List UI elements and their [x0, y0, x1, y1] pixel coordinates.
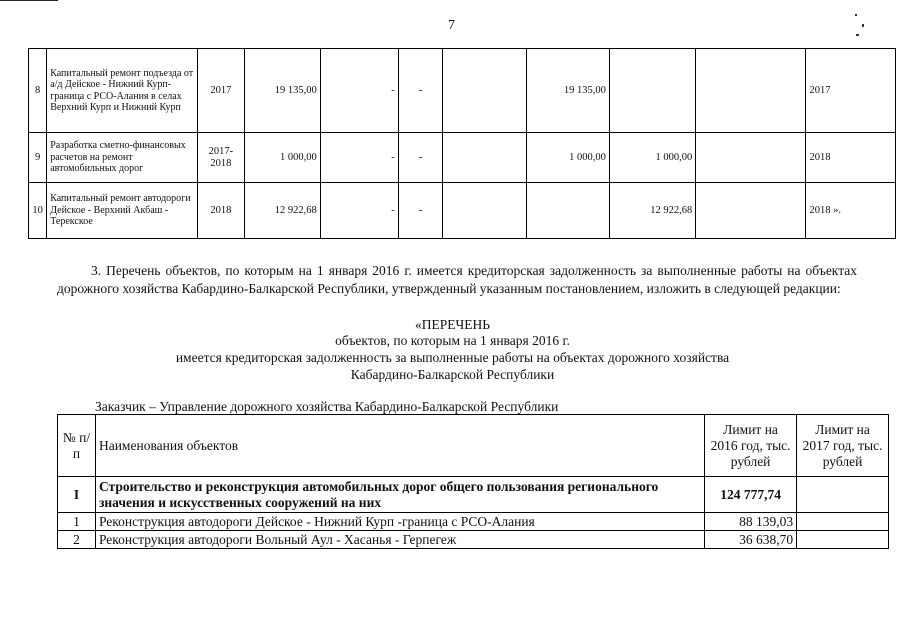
- header-name: Наименования объектов: [95, 415, 704, 477]
- cell-value: [443, 133, 526, 183]
- row-number: 8: [29, 49, 47, 133]
- limit-2016: 88 139,03: [705, 513, 797, 531]
- table-row: [58, 513, 889, 531]
- cell-value: -: [398, 49, 443, 133]
- cell-value: -: [320, 133, 398, 183]
- customer-line: Заказчик – Управление дорожного хозяйства Кабардино-Балкарской Республики: [95, 399, 559, 414]
- table-row: [58, 477, 889, 513]
- cell-value: 1 000,00: [526, 133, 609, 183]
- period: 2017-2018: [198, 133, 245, 183]
- object-name: Строительство и реконструкция автомобильных дорог общего пользования регионального значения и искусственных сооружений на них: [95, 477, 704, 513]
- amendment-paragraph: [57, 262, 857, 298]
- header-limit-2016: Лимит на 2016 год, тыс. рублей: [705, 415, 797, 477]
- page-number: 7: [448, 18, 455, 33]
- table-row: [58, 531, 889, 549]
- cell-value: -: [320, 49, 398, 133]
- completion-year: 2017: [806, 49, 896, 133]
- objects-table-continued: [28, 48, 896, 239]
- row-number: 1: [58, 513, 96, 531]
- scan-speck: [855, 14, 857, 16]
- row-number: 10: [29, 183, 47, 239]
- cell-value: -: [320, 183, 398, 239]
- list-subtitle-line: имеется кредиторская задолженность за выполненные работы на объектах дорожного хозяйства: [175, 350, 730, 365]
- cell-value: 19 135,00: [526, 49, 609, 133]
- cell-value: [696, 183, 806, 239]
- cell-value: 1 000,00: [609, 133, 695, 183]
- cell-value: -: [398, 133, 443, 183]
- cell-value: [443, 183, 526, 239]
- period: 2017: [198, 49, 245, 133]
- scan-speck: [856, 34, 859, 36]
- header-number: № п/п: [58, 415, 96, 477]
- cell-value: [443, 49, 526, 133]
- header-limit-2017: Лимит на 2017 год, тыс. рублей: [797, 415, 889, 477]
- row-number: 2: [58, 531, 96, 549]
- object-name: Капитальный ремонт подъезда от а/д Дейское - Нижний Курп-граница с РСО-Алания в селах Верхний Курп и Нижний Курп: [47, 49, 198, 133]
- period: 2018: [198, 183, 245, 239]
- table-row: [29, 133, 896, 183]
- cell-value: [526, 183, 609, 239]
- list-subtitle-line: Кабардино-Балкарской Республики: [350, 367, 555, 382]
- total-cost: 12 922,68: [244, 183, 320, 239]
- scan-speck: [862, 24, 864, 27]
- object-name: Реконструкция автодороги Вольный Аул - Хасанья - Герпегеж: [95, 531, 704, 549]
- limit-2017: [797, 477, 889, 513]
- object-name: Реконструкция автодороги Дейское - Нижний Курп -граница с РСО-Алания: [95, 513, 704, 531]
- table-row: [29, 183, 896, 239]
- limit-2017: [797, 513, 889, 531]
- total-cost: 1 000,00: [244, 133, 320, 183]
- section-number: I: [58, 477, 96, 513]
- total-cost: 19 135,00: [244, 49, 320, 133]
- limit-2016: 124 777,74: [705, 477, 797, 513]
- table-row: [29, 49, 896, 133]
- debt-objects-table: [57, 414, 889, 549]
- list-title: «ПЕРЕЧЕНЬ: [414, 317, 491, 332]
- cell-value: [696, 49, 806, 133]
- completion-year: 2018 ».: [806, 183, 896, 239]
- completion-year: 2018: [806, 133, 896, 183]
- table-header-row: [58, 415, 889, 477]
- row-number: 9: [29, 133, 47, 183]
- cell-value: 12 922,68: [609, 183, 695, 239]
- list-subtitle-line: объектов, по которым на 1 января 2016 г.: [335, 333, 570, 348]
- cell-value: [696, 133, 806, 183]
- scan-corner-line: [0, 0, 58, 1]
- object-name: Капитальный ремонт автодороги Дейское - Верхний Акбаш - Терекское: [47, 183, 198, 239]
- limit-2016: 36 638,70: [705, 531, 797, 549]
- object-name: Разработка сметно-финансовых расчетов на ремонт автомобильных дорог: [47, 133, 198, 183]
- limit-2017: [797, 531, 889, 549]
- cell-value: [609, 49, 695, 133]
- paragraph-text: 3. Перечень объектов, по которым на 1 января 2016 г. имеется кредиторская задолженность за выполненные работы на объектах дорожного хозяйства Кабардино-Балкарской Республики, утвержденный указанным постановлением, изложить в следующей редакции:: [57, 263, 857, 296]
- cell-value: -: [398, 183, 443, 239]
